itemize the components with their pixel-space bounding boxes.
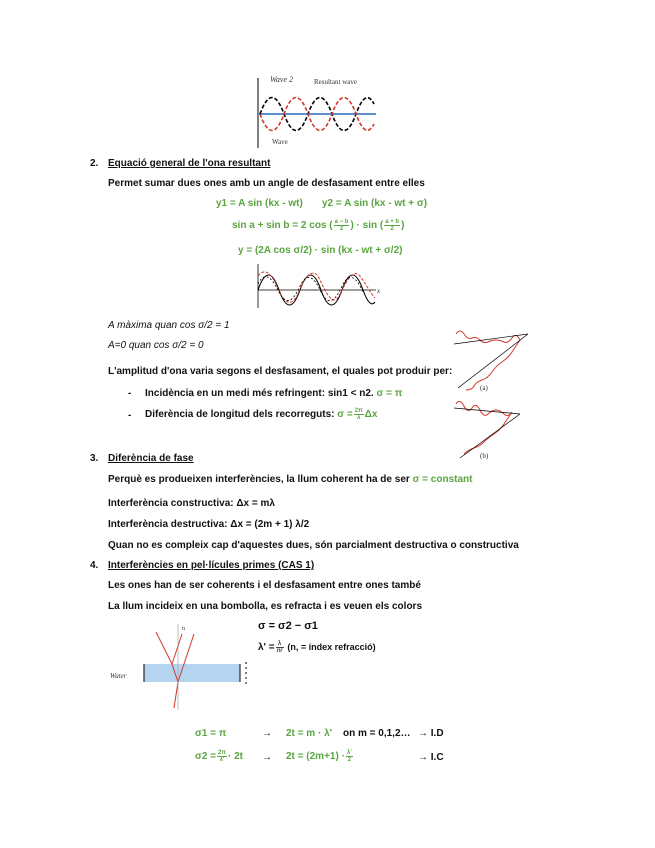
- eq-row1-res: → I.D: [418, 728, 444, 739]
- resultant-label: Resultant wave: [314, 78, 357, 86]
- eq-row2-left: [195, 750, 243, 763]
- eq-lambda-frac: [276, 641, 284, 654]
- section4-number: 4.: [90, 560, 99, 571]
- bullet1-dash: -: [128, 388, 132, 399]
- fig-label-a: (a): [480, 384, 488, 392]
- eq-row2-mid-text: 2t = (2m+1) ·: [286, 751, 345, 763]
- section3-line4: Quan no es compleix cap d'aquestes dues, són parcialment destructiva o constructiva: [108, 540, 519, 551]
- eq-row1-left: σ1 = π: [195, 728, 227, 739]
- phase-shift-figure: [450, 326, 540, 462]
- wave2-label: Wave 2: [270, 75, 294, 84]
- fig-label-water: Water: [110, 672, 127, 680]
- section2-intro: Permet sumar dues ones amb un angle de desfasament entre elles: [108, 178, 425, 189]
- eq-lambda-right: (n, = índex refracció): [287, 642, 376, 653]
- bullet1-eq: σ = π: [376, 388, 403, 399]
- eq-row1-mid: 2t = m · λ': [286, 728, 333, 739]
- bullet1-text: Incidència en un medi més refringent: sin1 < n2.: [145, 388, 374, 399]
- eq-sum-frac1: [334, 219, 350, 232]
- eq-sum-mid: ) · sin (: [350, 220, 384, 232]
- eq-y2: y2 = A sin (kx - wt + σ): [322, 198, 428, 209]
- bullet2-frac-num: 2π: [354, 408, 363, 414]
- wave-sum-graph: [254, 262, 384, 310]
- eq-row1-arrow: →: [262, 728, 272, 739]
- section3-line1: [108, 474, 472, 486]
- eq-sum-frac2-num: a + b: [385, 219, 400, 225]
- eq-sum-frac2: [384, 219, 400, 232]
- eq-sum-frac1-num: a − b: [334, 219, 349, 225]
- bullet1: [145, 388, 402, 400]
- section3-number: 3.: [90, 453, 99, 464]
- graph-axis-x: x: [377, 287, 381, 295]
- bullet2-frac: [354, 408, 364, 421]
- section3-line3: Interferència destructiva: Δx = (2m + 1) λ/2: [108, 519, 310, 530]
- eq-lambda-prime: [258, 641, 376, 654]
- fig-label-n: n: [182, 626, 185, 632]
- thin-film-figure: [108, 620, 253, 712]
- eq-row2-frac-den: λ': [219, 757, 225, 763]
- eq-y1: y1 = A sin (kx - wt): [216, 198, 303, 209]
- section3-line1-eq: σ = constant: [412, 474, 473, 485]
- eq-row1-on: on m = 0,1,2…: [343, 728, 411, 739]
- amp-max: A màxima quan cos σ/2 = 1: [108, 320, 230, 331]
- bullet2-frac-den: λ: [357, 415, 361, 421]
- eq-lambda-den: nr: [276, 648, 283, 654]
- eq-lambda-left: λ' =: [258, 642, 275, 654]
- eq-sum-frac1-den: 2: [339, 226, 344, 232]
- section3-line1-text: Perquè es produeixen interferències, la llum coherent ha de ser: [108, 474, 410, 485]
- section3-title: Diferència de fase: [108, 453, 194, 464]
- eq-lambda-num: λ: [276, 641, 284, 648]
- bullet2-dash: -: [128, 410, 132, 421]
- eq-row2-left-b: · 2t: [227, 751, 243, 763]
- bullet2: [145, 408, 377, 421]
- eq-resultant: y = (2A cos σ/2) · sin (kx - wt + σ/2): [238, 245, 403, 256]
- section3-line2: Interferència constructiva: Δx = mλ: [108, 498, 275, 509]
- wave-interference-figure: [250, 70, 380, 150]
- section4-line1: Les ones han de ser coherents i el desfasament entre ones també: [108, 580, 421, 591]
- eq-row2-frac2-den: 2: [347, 757, 351, 763]
- eq-sigma-diff: σ = σ2 − σ1: [258, 620, 318, 632]
- eq-sum-identity: [232, 219, 404, 232]
- eq-row2-mid: [286, 750, 354, 763]
- eq-row2-frac2-num: λ': [346, 750, 352, 756]
- eq-sum-left: sin a + sin b = 2 cos (: [232, 220, 333, 232]
- eq-row2-left-a: σ2 =: [195, 751, 217, 763]
- eq-sum-end: ): [401, 220, 405, 232]
- wave1-label: Wave: [272, 138, 288, 146]
- bullet2-eq-left: σ =: [337, 409, 353, 421]
- eq-row2-frac: [217, 750, 227, 763]
- section4-title: Interferències en pel·lícules primes (CAS 1): [108, 560, 315, 571]
- eq-sum-frac2-den: 2: [390, 226, 394, 232]
- bullet2-eq-right: Δx: [364, 409, 378, 421]
- section2-number: 2.: [90, 158, 99, 169]
- amp-zero: A=0 quan cos σ/2 = 0: [108, 340, 204, 351]
- eq-row2-frac-num: 2π: [218, 750, 226, 756]
- amp-text: L'amplitud d'ona varia segons el desfasament, el quales pot produir per:: [108, 366, 453, 377]
- eq-row2-frac2: [346, 750, 353, 763]
- bullet2-text: Diferència de longitud dels recorreguts:: [145, 409, 335, 421]
- section2-title: Equació general de l'ona resultant: [108, 158, 271, 169]
- eq-row2-arrow: →: [262, 752, 272, 763]
- fig-label-b: (b): [480, 452, 489, 460]
- eq-row2-res: → I.C: [418, 752, 444, 763]
- section4-line2: La llum incideix en una bombolla, es refracta i es veuen els colors: [108, 601, 422, 612]
